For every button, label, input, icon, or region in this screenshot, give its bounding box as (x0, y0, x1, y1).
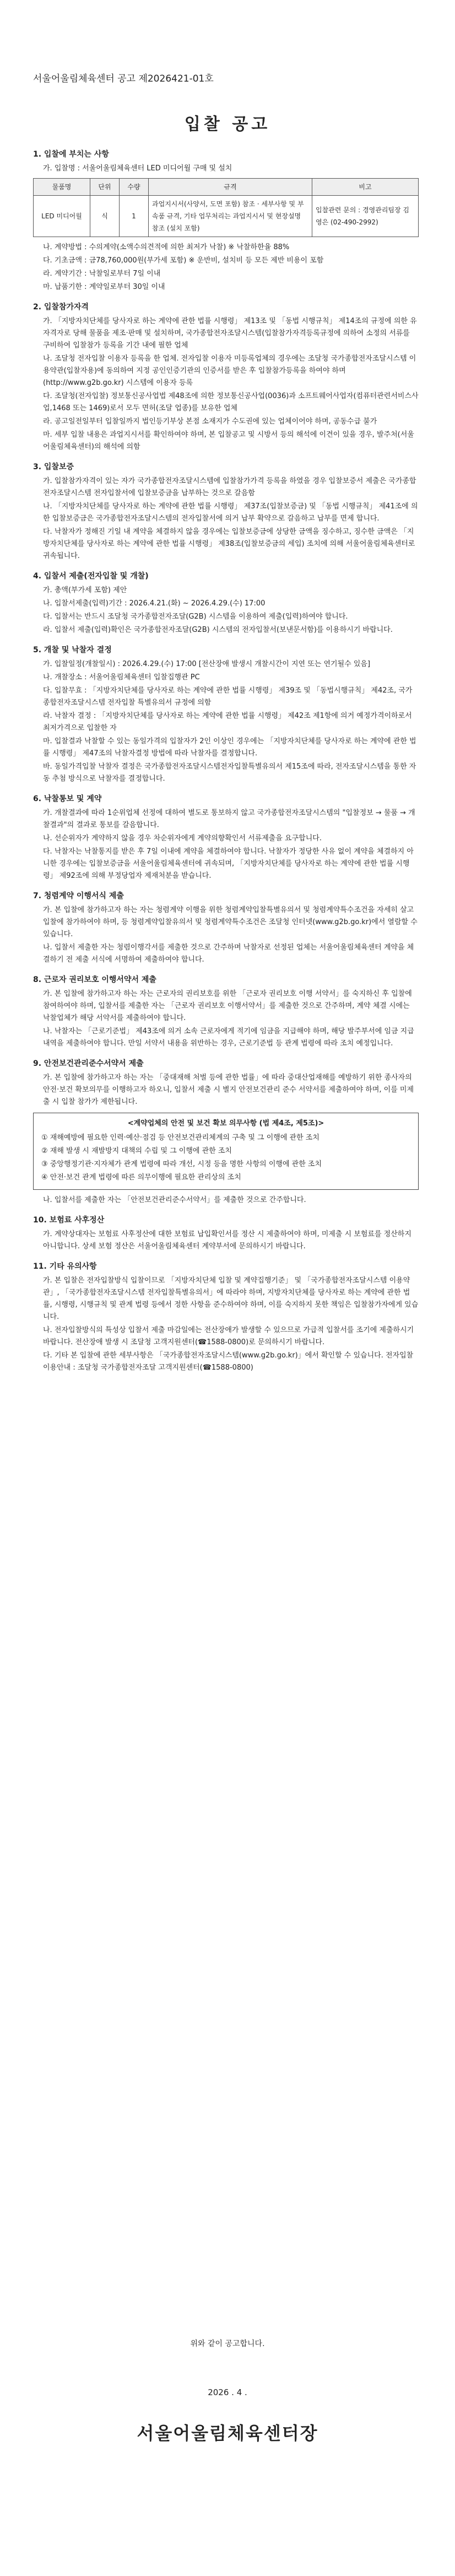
table-header: 비고 (312, 179, 419, 196)
section-6-heading: 6. 낙찰통보 및 계약 (33, 795, 102, 803)
s3-item: 다. 낙찰자가 정해진 기일 내 계약을 체결하지 않을 경우에는 입찰보증금에 상당한 금액을 징수하고, 징수한 금액은 「지방자치단체를 당사자로 하는 계약에 관한 법률 시행령」 제38조(입찰보증금의 세입) 조치에 의해 서울어울림체육센터로 귀속됩니다. (43, 528, 415, 560)
table-cell: 1 (120, 196, 149, 237)
s11-item: 나. 전자입찰방식의 특성상 입찰서 제출 마감일에는 전산장애가 발생할 수 있으므로 가급적 입찰서를 조기에 제출하시기 바랍니다. 전산장애 발생 시 조달청 고객지원센터(☎1588-0800)로 문의하시기 바랍니다. (43, 1326, 414, 1346)
s9-after: 나. 입찰서를 제출한 자는 「안전보건관리준수서약서」를 제출한 것으로 간주합니다. (43, 1196, 306, 1204)
section-8-heading: 8. 근로자 권리보호 이행서약서 제출 (33, 975, 156, 984)
s2-item: 라. 공고일전일부터 입찰일까지 법인등기부상 본점 소재지가 수도권에 있는 업체이어야 하며, 공동수급 불가 (43, 417, 377, 426)
safety-box-title: <계약업체의 안전 및 보건 확보 의무사항 (법 제4조, 제5조)> (127, 1119, 324, 1128)
s6-item: 다. 낙찰자는 낙찰통지를 받은 후 7일 이내에 계약을 체결하여야 합니다. 낙찰자가 정당한 사유 없이 계약을 체결하지 아니한 경우에는 입찰보증금을 서울어울림체육센터에 귀속되며, 「지방자치단체를 당사자로 하는 계약에 관한 법률 시행령」 제92조에 의해 부정당업자 제재처분을 받습니다. (43, 847, 414, 880)
section-9-heading: 9. 안전보건관리준수서약서 제출 (33, 1059, 144, 1068)
section-3-heading: 3. 입찰보증 (33, 463, 74, 471)
table-header: 물품명 (34, 179, 90, 196)
table-cell: 입찰관련 문의 : 경영관리팀장 김영은 (02-490-2992) (312, 196, 419, 237)
s1-item-b: 나. 계약방법 : 수의계약(소액수의견적에 의한 최저가 낙찰) ※ 낙찰하한율 88% (43, 243, 290, 251)
s10-item: 가. 계약상대자는 보험료 사후정산에 대한 보험료 납입확인서를 정산 시 제출하여야 하며, 미제출 시 보험료를 정산하지 아니합니다. 상세 보험 정산은 서울어울림체육센터 계약부서에 문의하시기 바랍니다. (43, 1230, 411, 1251)
table-cell: 식 (90, 196, 120, 237)
notice-body (33, 141, 419, 1375)
s4-item: 가. 총액(부가세 포함) 제안 (43, 586, 127, 594)
s4-item: 라. 입찰서 제출(입력)확인은 국가종합전자조달(G2B) 시스템의 전자입찰서(보낸문서함)를 이용하시기 바랍니다. (43, 626, 393, 634)
table-header: 수량 (120, 179, 149, 196)
s1-item-c: 다. 기초금액 : 금78,760,000원(부가세 포함) ※ 운반비, 설치비 등 모든 제반 비용이 포함 (43, 256, 324, 265)
s11-item: 다. 기타 본 입찰에 관한 세부사항은 「국가종합전자조달시스템(www.g2b.go.kr)」에서 확인할 수 있습니다. 전자입찰 이용안내 : 조달청 국가종합전자조달 고객지원센터(☎1588-0800) (43, 1351, 414, 1372)
s3-item: 나. 「지방자치단체를 당사자로 하는 계약에 관한 법률 시행령」 제37조(입찰보증금) 및 「동법 시행규칙」 제41조에 의한 입찰보증금은 국가종합전자조달시스템의 전자입찰서에 의거 납부 확약으로 갈음하고 납부를 면제 합니다. (43, 502, 418, 523)
section-10-heading: 10. 보험료 사후정산 (33, 1216, 105, 1225)
safety-box-item: ① 재해예방에 필요한 인력·예산·점검 등 안전보건관리체계의 구축 및 그 이행에 관한 조치 (41, 1134, 319, 1142)
s5-item: 다. 입찰무효 : 「지방자치단체를 당사자로 하는 계약에 관한 법률 시행령」 제39조 및 「동법시행규칙」 제42조, 국가종합전자조달시스템 전자입찰 특별유의서 규정에 의함 (43, 686, 413, 707)
section-11-heading: 11. 기타 유의사항 (33, 1262, 97, 1271)
s5-item: 마. 입찰결과 낙찰할 수 있는 동일가격의 입찰자가 2인 이상인 경우에는 「지방자치단체를 당사자로 하는 계약에 관한 법률 시행령」 제47조의 낙찰자결정 방법에 따라 낙찰자를 결정합니다. (43, 737, 416, 758)
notice-date: 2026 . 4 . (208, 2387, 247, 2397)
section-7-heading: 7. 청렴계약 이행서식 제출 (33, 892, 124, 900)
table-cell: LED 미디어월 (34, 196, 90, 237)
table-header: 단위 (90, 179, 120, 196)
table-cell: 과업지시서(사양서, 도면 포함) 참조 · 세부사항 및 부속품 규격, 기타 업무처리는 과업지시서 및 현장설명 참조 (설치 포함) (149, 196, 312, 237)
s6-item: 나. 선순위자가 계약하지 않을 경우 차순위자에게 계약의향확인서 서류제출을 요구합니다. (43, 834, 322, 842)
page-title: 입찰 공고 (184, 115, 271, 134)
safety-box-item: ② 재해 발생 시 재발방지 대책의 수립 및 그 이행에 관한 조치 (41, 1147, 232, 1155)
safety-duty-box (33, 1113, 419, 1190)
s1-item-e: 마. 납품기한 : 계약일로부터 30일 이내 (43, 283, 165, 291)
section-1-heading: 1. 입찰에 부치는 사항 (33, 150, 109, 159)
s7-item: 가. 본 입찰에 참가하고자 하는 자는 청렴계약 이행을 위한 청렴계약입찰특별유의서 및 청렴계약특수조건을 자세히 살고 입찰에 참가하여야 하며, 등 청렴계약입찰유의서 및 청렴계약특수조건은 조달청 인터넷(www.g2b.go.kr)에서 열람할 수 있습니다. (43, 906, 418, 938)
s9-item: 가. 본 입찰에 참가하고자 하는 자는 「중대재해 처벌 등에 관한 법률」에 따라 중대산업재해를 예방하기 위한 종사자의 안전·보건 확보의무를 이행하고자 하오니, 입찰서 제출 시 별지 안전보건관리 준수 서약서를 제출하여야 하며, 이를 미제출 시 입찰 참가가 제한됩니다. (43, 1074, 414, 1106)
s8-item: 나. 낙찰자는 「근로기준법」 제43조에 의거 소속 근로자에게 적기에 임금을 지급해야 하며, 해당 발주부서에 임금 지급내역을 제출하여야 합니다. 만일 서약서 내용을 위반하는 경우, 근로기준법 등 관계 법령에 따라 조치 예정입니다. (43, 1027, 414, 1048)
section-4-heading: 4. 입찰서 제출(전자입찰 및 개찰) (33, 572, 149, 581)
s8-item: 가. 본 입찰에 참가하고자 하는 자는 근로자의 권리보호를 위한 「근로자 권리보호 이행 서약서」를 숙지하신 후 입찰에 참여하여야 하며, 입찰서를 제출한 자는 「근로자 권리보호 이행서약서」를 제출한 것으로 간주하며, 계약 체결 시에는 낙찰업체가 해당 서약서를 제출하여야 합니다. (43, 990, 412, 1022)
table-header: 규격 (149, 179, 312, 196)
s5-item: 가. 입찰일정(개찰일시) : 2026.4.29.(수) 17:00 [전산장애 발생시 개찰시간이 지연 또는 연기될수 있음] (43, 660, 371, 668)
issuing-organization: 서울어울림체육센터장 (137, 2423, 318, 2444)
section-2-heading: 2. 입찰참가자격 (33, 303, 89, 312)
section-5-heading: 5. 개찰 및 낙찰자 결정 (33, 646, 112, 654)
s5-item: 라. 낙찰자 결정 : 「지방자치단체를 당사자로 하는 계약에 관한 법률 시행령」 제42조 제1항에 의거 예정가격이하로서 최저가격으로 입찰한 자 (43, 712, 412, 732)
s2-item: 다. 조달청(전자입찰) 정보통신공사업법 제48조에 의한 정보통신공사업(0036)과 소프트웨어사업자(컴퓨터관련서비스사업,1468 또는 1469)로서 모두 면허(조달 업종)를 보유한 업체 (43, 392, 419, 412)
s4-item: 나. 입찰서제출(입력)기간 : 2026.4.21.(화) ~ 2026.4.29.(수) 17:00 (43, 599, 266, 608)
s2-item: 마. 세부 입찰 내용은 과업지시서를 확인하여야 하며, 본 입찰공고 및 시방서 등의 해석에 이견이 있을 경우, 발주처(서울어울림체육센터)의 해석에 의함 (43, 431, 414, 451)
s3-item: 가. 입찰참가자격이 있는 자가 국가종합전자조달시스템에 입찰참가가격 등록을 하였을 경우 입찰보증서 제출은 국가종합전자조달시스템 전자입찰서에 입찰보증금을 납부하는 것으로 갈음함 (43, 477, 416, 497)
s7-item: 나. 입찰서 제출한 자는 청렴이행각서를 제출한 것으로 간주하며 낙찰자로 선정된 업체는 서울어울림체육센터 계약을 체결하기 전 제출 서식에 서명하여 제출하여야 합니다. (43, 943, 414, 964)
table-row (34, 196, 419, 237)
safety-box-item: ③ 중앙행정기관·지자체가 관계 법령에 따라 개선, 시정 등을 명한 사항의 이행에 관한 조치 (41, 1160, 322, 1168)
s5-item: 나. 개찰장소 : 서울어울림체육센터 입찰집행관 PC (43, 673, 200, 681)
item-table (33, 178, 419, 237)
notice-number: 서울어울림체육센터 공고 제2026421-01호 (33, 73, 214, 84)
s5-item: 바. 동일가격입찰 낙찰자 결정은 국가종합전자조달시스템전자입찰특별유의서 제15조에 따라, 전자조달시스템을 통한 자동 추첨 방식으로 낙찰자를 결정합니다. (43, 763, 416, 783)
s2-item: 나. 조달청 전자입찰 이용자 등록을 한 업체. 전자입찰 이용자 미등록업체의 경우에는 조달청 국가종합전자조달시스템 이용약관(입찰자용)에 동의하여 지정 공인인증기관의 인증서를 받은 후 입찰참가등록을 하여야 하며 (http://www.g2b.go.kr) 시스템에 이용자 등록 (43, 355, 416, 387)
closing-statement: 위와 같이 공고합니다. (190, 2339, 265, 2348)
s11-item: 가. 본 입찰은 전자입찰방식 입찰이므로 「지방자치단체 입찰 및 계약집행기준」 및 「국가종합전자조달시스템 이용약관」, 「국가종합전자조달시스템 전자입찰특별유의서」에 따라야 하며, 지방자치단체를 당사자로 하는 계약에 관한 법률, 시행령, 시행규칙 및 관계 법령 등에서 정한 사항을 준수하여야 하며, 이를 숙지하지 못한 책임은 입찰참가자에게 있습니다. (43, 1276, 419, 1321)
s1-item-a: 가. 입찰명 : 서울어울림체육센터 LED 미디어월 구매 및 설치 (43, 164, 232, 173)
s2-item: 가. 「지방자치단체를 당사자로 하는 계약에 관한 법률 시행령」 제13조 및 「동법 시행규칙」 제14조의 규정에 의한 유자격자로 당해 물품을 제조·판매 및 설치하며, 국가종합전자조달시스템(입찰참가자격등록규정에 의하여 소정의 서류를 구비하여 입찰참가 등록을 기간 내에 필한 업체 (43, 317, 417, 350)
s4-item: 다. 입찰서는 반드시 조달청 국가종합전자조달(G2B) 시스템을 이용하여 제출(입력)하여야 합니다. (43, 613, 348, 621)
safety-box-item: ④ 안전·보건 관계 법령에 따른 의무이행에 필요한 관리상의 조치 (41, 1173, 241, 1182)
s6-item: 가. 개찰결과에 따라 1순위업체 선정에 대하여 별도로 통보하지 않고 국가종합전자조달시스템의 "입찰정보 → 물품 → 개찰결과"의 결과로 통보를 갈음합니다. (43, 809, 415, 829)
s1-item-d: 라. 계약기간 : 낙찰일로부터 7일 이내 (43, 270, 161, 278)
